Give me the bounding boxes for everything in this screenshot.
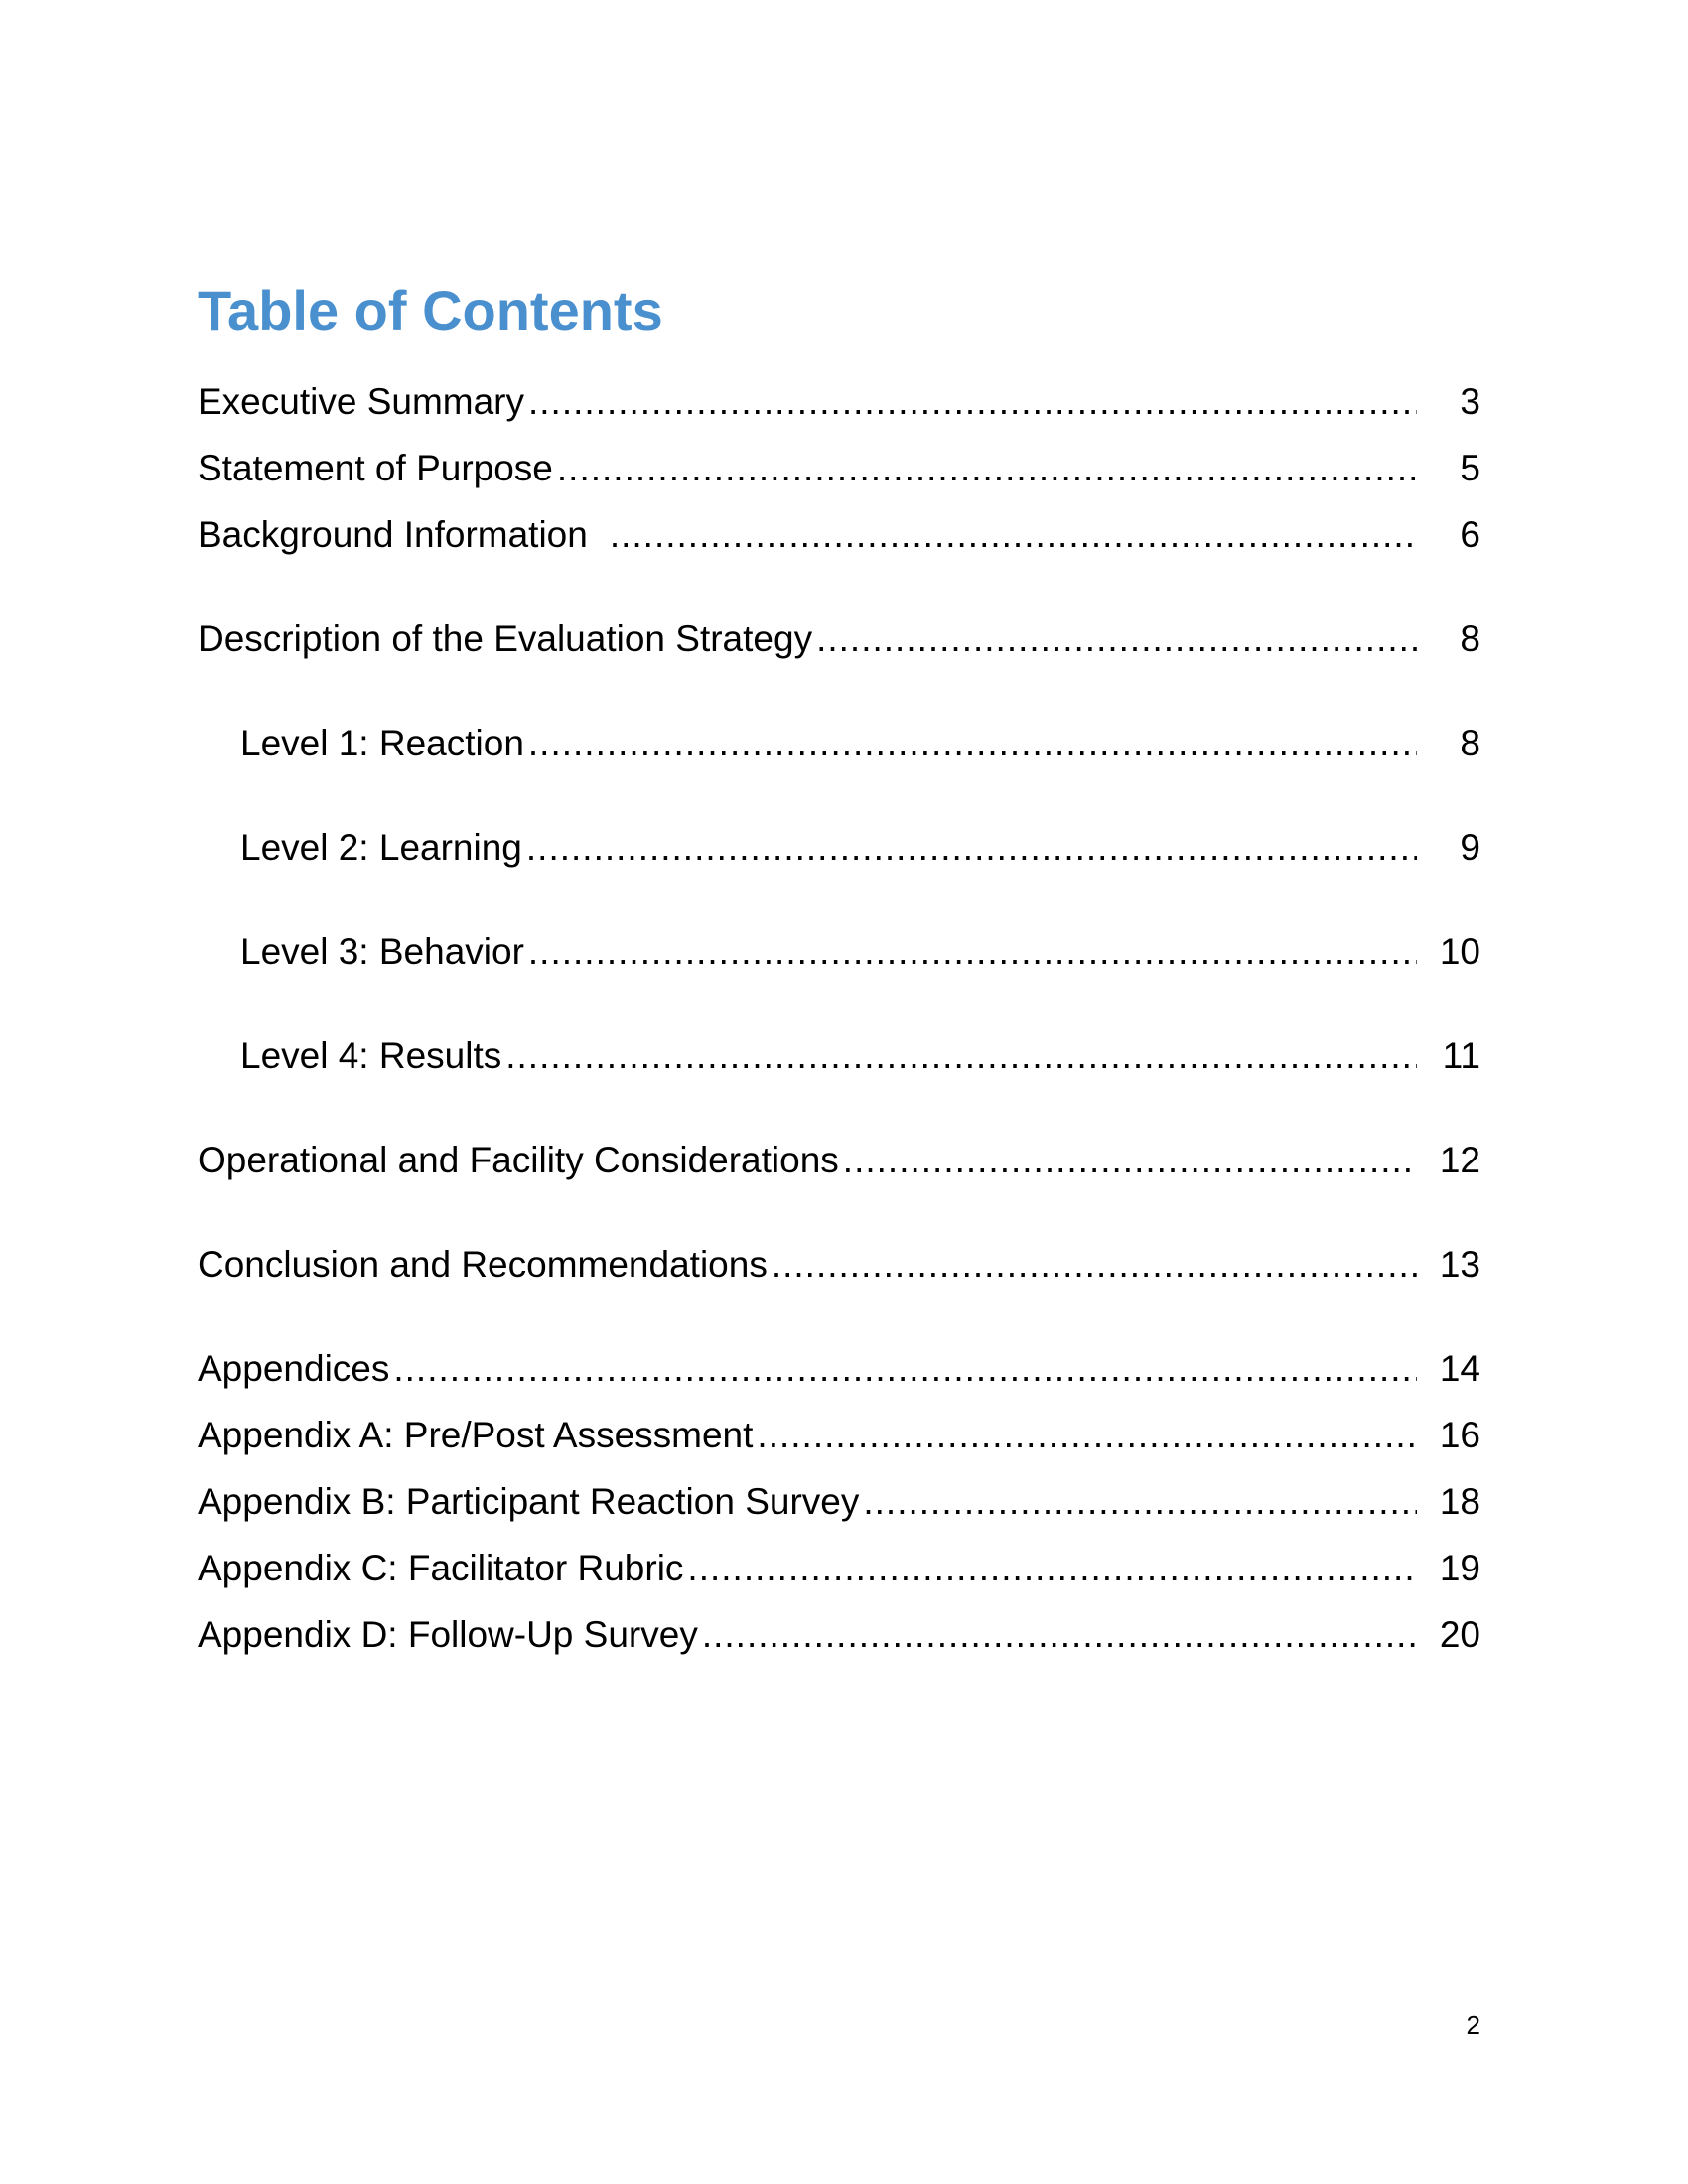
toc-entry-level-3-behavior[interactable] (240, 927, 1480, 977)
toc-entry-page: 5 (1460, 448, 1480, 488)
toc-entry-page: 18 (1439, 1481, 1480, 1522)
toc-dot-leader (687, 1544, 1417, 1593)
toc-entry-label: Appendix A: Pre/Post Assessment (198, 1415, 754, 1455)
toc-entry-appendices[interactable] (198, 1344, 1480, 1394)
toc-dot-leader (863, 1477, 1417, 1527)
toc-entry-level-4-results[interactable] (240, 1031, 1480, 1081)
toc-entry-label: Appendices (198, 1348, 390, 1389)
toc-dot-leader (505, 1031, 1417, 1081)
toc-entry-label: Level 1: Reaction (240, 723, 524, 763)
toc-entry-page: 16 (1439, 1415, 1480, 1455)
toc-dot-leader (816, 614, 1417, 664)
toc-entry-appendix-c[interactable] (198, 1544, 1480, 1593)
toc-title: Table of Contents (198, 279, 663, 341)
toc-entry-page: 9 (1460, 827, 1480, 868)
toc-entry-background-information[interactable] (198, 510, 1480, 560)
toc-entry-label: Level 3: Behavior (240, 931, 524, 972)
toc-entry-statement-of-purpose[interactable] (198, 444, 1480, 493)
toc-entry-evaluation-strategy[interactable] (198, 614, 1480, 664)
toc-dot-leader (528, 377, 1417, 427)
toc-dot-leader (843, 1136, 1417, 1185)
toc-entry-page: 3 (1460, 381, 1480, 422)
toc-entry-page: 12 (1439, 1140, 1480, 1180)
toc-entry-label: Description of the Evaluation Strategy (198, 618, 813, 659)
toc-dot-leader (557, 444, 1417, 493)
toc-entry-appendix-a[interactable] (198, 1411, 1480, 1460)
toc-entry-page: 8 (1460, 723, 1480, 763)
toc-dot-leader (528, 927, 1417, 977)
toc-dot-leader (702, 1610, 1417, 1660)
toc-entry-conclusion[interactable] (198, 1240, 1480, 1290)
toc-entry-page: 6 (1460, 514, 1480, 555)
toc-entry-label: Statement of Purpose (198, 448, 553, 488)
toc-entry-page: 19 (1439, 1548, 1480, 1588)
toc-dot-leader (610, 510, 1417, 560)
toc-dot-leader (393, 1344, 1417, 1394)
toc-entry-label: Level 2: Learning (240, 827, 522, 868)
toc-dot-leader (528, 719, 1417, 768)
toc-entry-appendix-b[interactable] (198, 1477, 1480, 1527)
toc-entry-label: Level 4: Results (240, 1035, 502, 1076)
toc-entry-level-1-reaction[interactable] (240, 719, 1480, 768)
toc-entry-label: Operational and Facility Considerations (198, 1140, 839, 1180)
toc-entry-label: Executive Summary (198, 381, 524, 422)
toc-entry-page: 13 (1439, 1244, 1480, 1285)
toc-entry-page: 10 (1439, 931, 1480, 972)
toc-entry-page: 8 (1460, 618, 1480, 659)
toc-entry-label: Appendix C: Facilitator Rubric (198, 1548, 684, 1588)
toc-dot-leader (757, 1411, 1417, 1460)
toc-entry-appendix-d[interactable] (198, 1610, 1480, 1660)
toc-entry-page: 20 (1439, 1614, 1480, 1655)
toc-entry-executive-summary[interactable] (198, 377, 1480, 427)
toc-entry-level-2-learning[interactable] (240, 823, 1480, 873)
toc-entry-label: Conclusion and Recommendations (198, 1244, 768, 1285)
toc-entry-page: 14 (1439, 1348, 1480, 1389)
toc-entry-label: Appendix B: Participant Reaction Survey (198, 1481, 860, 1522)
toc-entry-label: Appendix D: Follow-Up Survey (198, 1614, 698, 1655)
page-number: 2 (1466, 2010, 1480, 2040)
toc-entry-page: 11 (1442, 1035, 1480, 1076)
toc-entry-label: Background Information (198, 514, 588, 555)
toc-dot-leader (772, 1240, 1417, 1290)
toc-entry-operational-facility[interactable] (198, 1136, 1480, 1185)
toc-dot-leader (526, 823, 1417, 873)
